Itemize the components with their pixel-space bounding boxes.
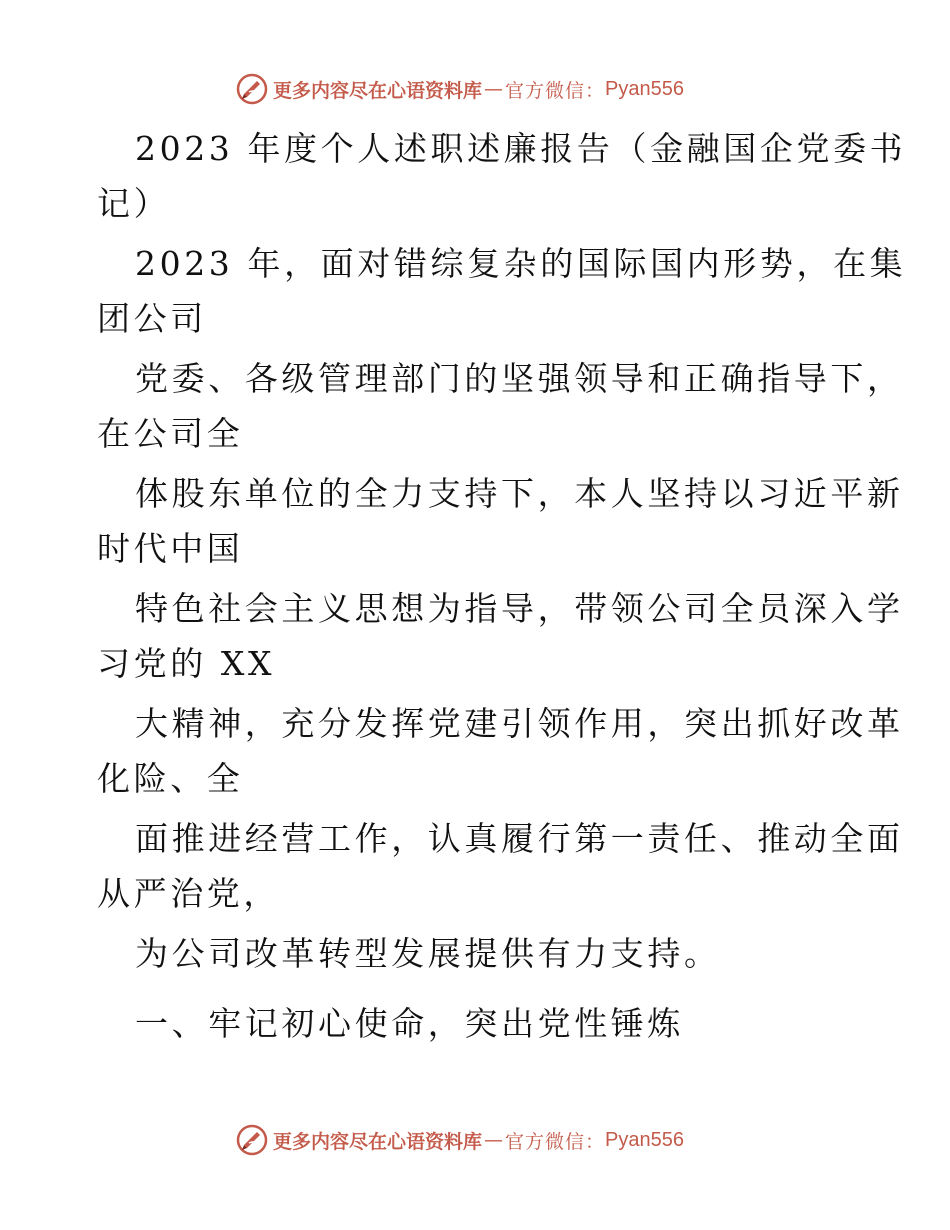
banner-wechat-id: Pyan556 xyxy=(605,1128,684,1151)
footer-banner-content xyxy=(235,1120,684,1160)
title-line-1: 2023 年度个人述职述廉报告（金融国企党委书 xyxy=(135,129,907,168)
brand-logo-icon xyxy=(235,72,269,106)
banner-site-text: 更多内容尽在心语资料库 xyxy=(273,1130,483,1153)
title-line-2: 记） xyxy=(97,184,171,223)
text-line: 化险、全 xyxy=(97,759,244,798)
text-line: 习党的 XX xyxy=(97,644,276,683)
text-line: 团公司 xyxy=(97,299,207,338)
banner-dash: — xyxy=(484,78,504,100)
text-line: 为公司改革转型发展提供有力支持。 xyxy=(135,934,721,973)
header-banner xyxy=(0,69,950,109)
text-line: 大精神，充分发挥党建引领作用，突出抓好改革 xyxy=(135,704,904,743)
text-line: 时代中国 xyxy=(97,529,244,568)
banner-wechat-id: Pyan556 xyxy=(605,77,684,100)
footer-banner xyxy=(0,1120,950,1160)
header-banner-content xyxy=(235,69,684,109)
banner-dash: — xyxy=(484,1129,504,1151)
banner-site-text: 更多内容尽在心语资料库 xyxy=(273,79,483,102)
banner-wechat-label: 官方微信： xyxy=(505,1130,606,1153)
text-line: 特色社会主义思想为指导，带领公司全员深入学 xyxy=(135,589,904,628)
banner-wechat-label: 官方微信： xyxy=(505,79,606,102)
text-line: 2023 年，面对错综复杂的国际国内形势，在集 xyxy=(135,244,907,283)
text-line: 在公司全 xyxy=(97,414,244,453)
text-line: 体股东单位的全力支持下，本人坚持以习近平新 xyxy=(135,474,904,513)
brand-logo-icon xyxy=(235,1123,269,1157)
text-line: 从严治党， xyxy=(97,874,280,913)
text-line: 面推进经营工作，认真履行第一责任、推动全面 xyxy=(135,819,904,858)
text-line: 党委、各级管理部门的坚强领导和正确指导下， xyxy=(135,359,904,398)
section-heading: 一、牢记初心使命，突出党性锤炼 xyxy=(135,1004,684,1043)
